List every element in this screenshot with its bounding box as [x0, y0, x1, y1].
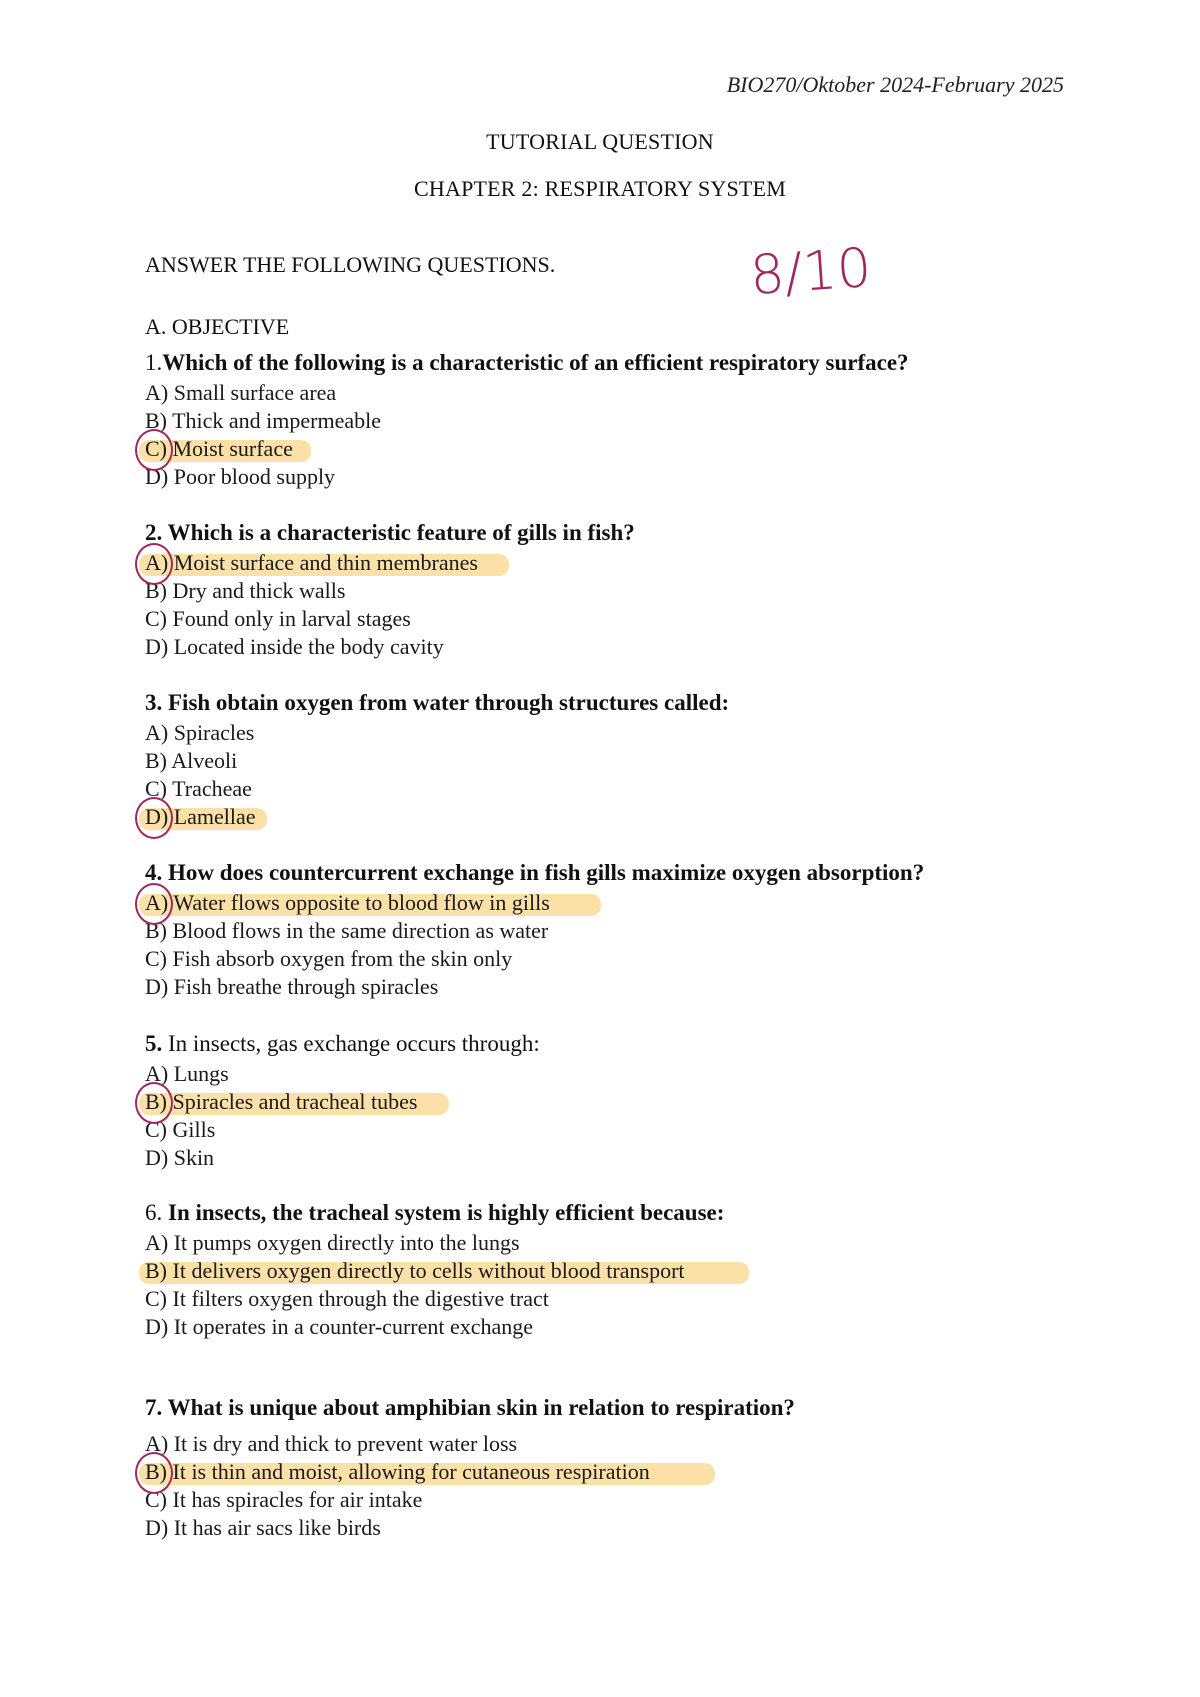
document-title: TUTORIAL QUESTION	[486, 129, 714, 154]
question-text: 1.Which of the following is a characteristic of an efficient respiratory surface?	[145, 350, 909, 375]
answer-circle	[135, 1452, 173, 1494]
option-b[interactable]: B) Thick and impermeable	[145, 408, 382, 433]
section-label: A. OBJECTIVE	[145, 314, 290, 339]
chapter-title: CHAPTER 2: RESPIRATORY SYSTEM	[414, 176, 786, 201]
course-header: BIO270/Oktober 2024-February 2025	[726, 72, 1064, 97]
option-b[interactable]: B) It delivers oxygen directly to cells without blood transport	[145, 1257, 1065, 1285]
answer-circle	[135, 883, 173, 925]
option-d[interactable]: D) Lamellae	[145, 803, 1065, 831]
option-a[interactable]: A) Small surface area	[145, 380, 337, 405]
option-d[interactable]: D) Skin	[145, 1145, 215, 1170]
option-a[interactable]: A) Spiracles	[145, 720, 255, 745]
option-c[interactable]: C) Moist surface	[145, 435, 1065, 463]
option-c[interactable]: C) It filters oxygen through the digestive tract	[145, 1286, 549, 1311]
option-d[interactable]: D) It operates in a counter-current exchange	[145, 1314, 534, 1339]
question-7	[145, 1392, 1065, 1542]
question-text: 6. In insects, the tracheal system is highly efficient because:	[145, 1200, 725, 1225]
instruction-text: ANSWER THE FOLLOWING QUESTIONS.	[145, 252, 556, 277]
option-b[interactable]: B) Spiracles and tracheal tubes	[145, 1088, 1065, 1116]
question-number: 7.	[145, 1395, 163, 1420]
option-d[interactable]: D) Fish breathe through spiracles	[145, 974, 439, 999]
question-number: 5.	[145, 1031, 163, 1056]
option-c[interactable]: C) Fish absorb oxygen from the skin only	[145, 946, 513, 971]
question-text: 5. In insects, gas exchange occurs through:	[145, 1031, 540, 1056]
answer-circle	[135, 543, 173, 585]
question-text: 7. What is unique about amphibian skin in relation to respiration?	[145, 1395, 795, 1420]
option-a[interactable]: A) It pumps oxygen directly into the lungs	[145, 1230, 520, 1255]
option-a[interactable]: A) Water flows opposite to blood flow in gills	[145, 889, 1065, 917]
option-a[interactable]: A) Moist surface and thin membranes	[145, 549, 1065, 577]
option-c[interactable]: C) Found only in larval stages	[145, 606, 411, 631]
option-c[interactable]: C) Gills	[145, 1117, 216, 1142]
question-number: 3.	[145, 690, 163, 715]
question-4	[145, 857, 1065, 1001]
question-2	[145, 517, 1065, 661]
option-a[interactable]: A) Lungs	[145, 1061, 229, 1086]
option-b[interactable]: B) Blood flows in the same direction as water	[145, 918, 549, 943]
option-d[interactable]: D) It has air sacs like birds	[145, 1515, 381, 1540]
answer-circle	[135, 1082, 173, 1124]
question-text: 4. How does countercurrent exchange in fish gills maximize oxygen absorption?	[145, 860, 925, 885]
answer-circle	[135, 429, 173, 471]
question-3	[145, 687, 1065, 831]
question-number: 2.	[145, 520, 163, 545]
option-b[interactable]: B) It is thin and moist, allowing for cutaneous respiration	[145, 1458, 1065, 1486]
option-c[interactable]: C) Tracheae	[145, 776, 252, 801]
option-b[interactable]: B) Dry and thick walls	[145, 578, 346, 603]
option-d[interactable]: D) Located inside the body cavity	[145, 634, 444, 659]
question-6	[145, 1197, 1065, 1341]
option-a[interactable]: A) It is dry and thick to prevent water loss	[145, 1431, 518, 1456]
question-1	[145, 347, 1065, 491]
question-text: 2. Which is a characteristic feature of gills in fish?	[145, 520, 635, 545]
answer-circle	[135, 797, 173, 839]
question-number: 4.	[145, 860, 163, 885]
option-c[interactable]: C) It has spiracles for air intake	[145, 1487, 423, 1512]
question-text: 3. Fish obtain oxygen from water through structures called:	[145, 690, 730, 715]
question-5	[145, 1028, 1065, 1172]
option-d[interactable]: D) Poor blood supply	[145, 464, 336, 489]
option-b[interactable]: B) Alveoli	[145, 748, 238, 773]
question-number: 6.	[145, 1200, 163, 1225]
question-number: 1.	[145, 350, 163, 375]
handwritten-score: 8/10	[747, 235, 874, 308]
